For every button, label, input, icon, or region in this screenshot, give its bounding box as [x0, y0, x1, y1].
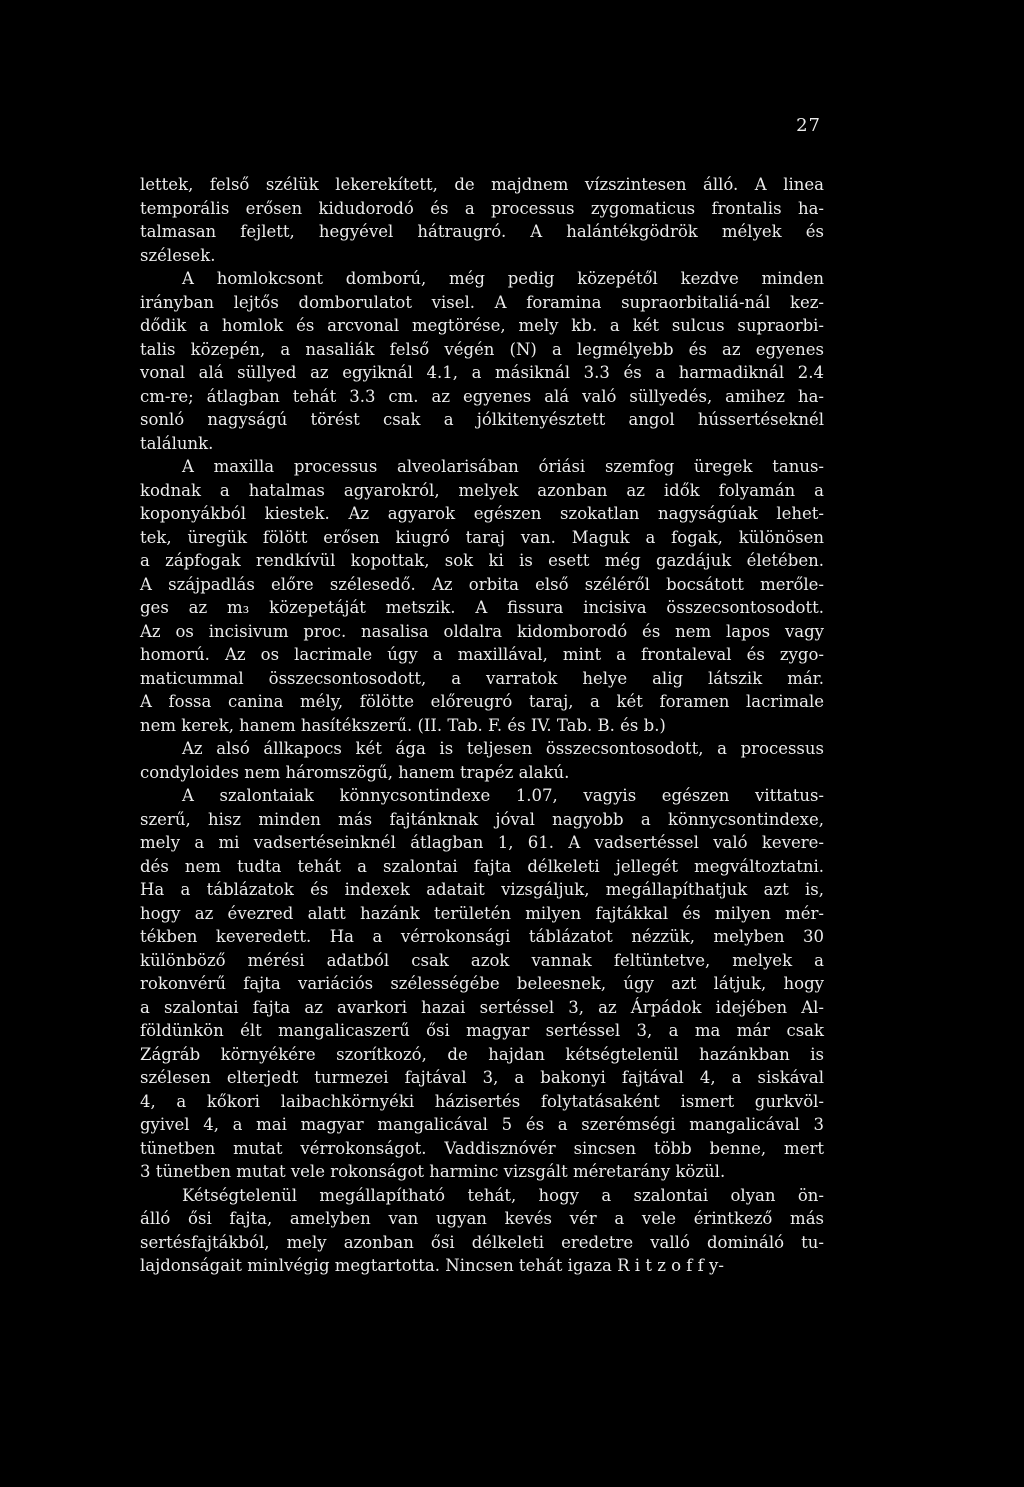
text-line: szélesen elterjedt turmezei fajtával 3, a bakonyi fajtával 4, a siskával [140, 1068, 824, 1087]
text-line: Az alsó állkapocs két ága is teljesen összecsontosodott, a processus [182, 739, 824, 758]
text-line: tékben keveredett. Ha a vérrokonsági táblázatot nézzük, melyben 30 [140, 927, 824, 946]
text-line: mely a mi vadsertéseinknél átlagban 1, 61. A vadsertéssel való kevere- [140, 833, 824, 852]
text-line: találunk. [140, 433, 214, 453]
text-line: lettek, felső szélük lekerekített, de majdnem vízszintesen álló. A linea [140, 175, 824, 194]
text-line: tek, üregük fölött erősen kiugró taraj van. Maguk a fogak, különösen [140, 527, 824, 547]
text-line: A szájpadlás előre szélesedő. Az orbita első széléről bocsátott merőle- [140, 574, 824, 594]
text-line: álló ősi fajta, amelyben van ugyan kevés vér a vele érintkező más [140, 1209, 824, 1228]
text-line: dés nem tudta tehát a szalontai fajta délkeleti jellegét megváltoztatni. [140, 856, 824, 876]
text-line: irányban lejtős domborulatot visel. A foramina supraorbitaliá-nál kez- [140, 292, 824, 312]
text-line: kodnak a hatalmas agyarokról, melyek azonban az idők folyamán a [140, 480, 824, 500]
text-line: condyloides nem háromszögű, hanem trapéz alakú. [140, 762, 570, 782]
text-line: a szalontai fajta az avarkori hazai sertéssel 3, az Árpádok idejében Al- [140, 997, 824, 1017]
text-line: sonló nagyságú törést csak a jólkitenyésztett angol hússertéseknél [140, 410, 824, 429]
text-line: hogy az évezred alatt hazánk területén milyen fajtákkal és milyen mér- [140, 903, 824, 923]
text-line: rokonvérű fajta variációs szélességébe beleesnek, úgy azt látjuk, hogy [140, 974, 824, 993]
text-line: a zápfogak rendkívül kopottak, sok ki is esett még gazdájuk életében. [140, 551, 824, 570]
text-line: dődik a homlok és arcvonal megtörése, mely kb. a két sulcus supraorbi- [140, 316, 824, 335]
text-line: lajdonságait minlvégig megtartotta. Nincsen tehát igaza R i t z o f f y- [140, 1256, 724, 1275]
text-line: ges az m₃ közepetáját metszik. A fissura incisiva összecsontosodott. [140, 598, 824, 617]
text-line: cm-re; átlagban tehát 3.3 cm. az egyenes alá való süllyedés, amihez ha- [140, 386, 824, 406]
text-line: vonal alá süllyed az egyiknál 4.1, a másiknál 3.3 és a harmadiknál 2.4 [140, 363, 824, 382]
text-line: maticummal összecsontosodott, a varratok helye alig látszik már. [140, 668, 824, 688]
text-line: Ha a táblázatok és indexek adatait vizsgáljuk, megállapíthatjuk azt is, [140, 880, 824, 899]
text-line: A homlokcsont domború, még pedig közepétől kezdve minden [182, 269, 824, 288]
text-line: Az os incisivum proc. nasalisa oldalra kidomborodó és nem lapos vagy [140, 621, 824, 641]
text-line: temporális erősen kidudorodó és a processus zygomaticus frontalis ha- [140, 198, 824, 218]
text-line: nem kerek, hanem hasítékszerű. (II. Tab. F. és IV. Tab. B. és b.) [140, 715, 666, 735]
page-number: 27 [796, 115, 821, 136]
text-line: A fossa canina mély, fölötte előreugró taraj, a két foramen lacrimale [140, 692, 824, 711]
text-line: 4, a kőkori laibachkörnyéki házisertés folytatásaként ismert gurkvöl- [140, 1091, 824, 1111]
text-line: A maxilla processus alveolarisában óriási szemfog üregek tanus- [182, 457, 824, 476]
text-line: földünkön élt mangalicaszerű ősi magyar sertéssel 3, a ma már csak [140, 1021, 824, 1040]
text-line: 3 tünetben mutat vele rokonságot harminc vizsgált méretarány közül. [140, 1162, 726, 1181]
text-line: tünetben mutat vérrokonságot. Vaddisznóvér sincsen több benne, mert [140, 1138, 824, 1158]
text-line: szélesek. [140, 245, 216, 265]
text-line: gyivel 4, a mai magyar mangalicával 5 és a szerémségi mangalicával 3 [140, 1115, 824, 1134]
text-line: homorú. Az os lacrimale úgy a maxillával, mint a frontaleval és zygo- [140, 645, 824, 664]
text-line: sertésfajtákból, mely azonban ősi délkeleti eredetre valló domináló tu- [140, 1232, 824, 1252]
text-line: koponyákból kiestek. Az agyarok egészen szokatlan nagyságúak lehet- [140, 504, 824, 523]
text-line: Zágráb környékére szorítkozó, de hajdan kétségtelenül hazánkban is [140, 1044, 824, 1064]
text-line: Kétségtelenül megállapítható tehát, hogy a szalontai olyan ön- [182, 1185, 824, 1205]
text-line: szerű, hisz minden más fajtánknak jóval nagyobb a könnycsontindexe, [140, 809, 824, 829]
body-text [140, 173, 824, 1278]
text-line: A szalontaiak könnycsontindexe 1.07, vagyis egészen vittatus- [182, 786, 824, 805]
text-line: különböző mérési adatból csak azok vannak feltüntetve, melyek a [140, 950, 824, 970]
text-line: talis közepén, a nasaliák felső végén (N) a legmélyebb és az egyenes [140, 339, 824, 359]
text-line: talmasan fejlett, hegyével hátraugró. A halántékgödrök mélyek és [140, 222, 824, 241]
